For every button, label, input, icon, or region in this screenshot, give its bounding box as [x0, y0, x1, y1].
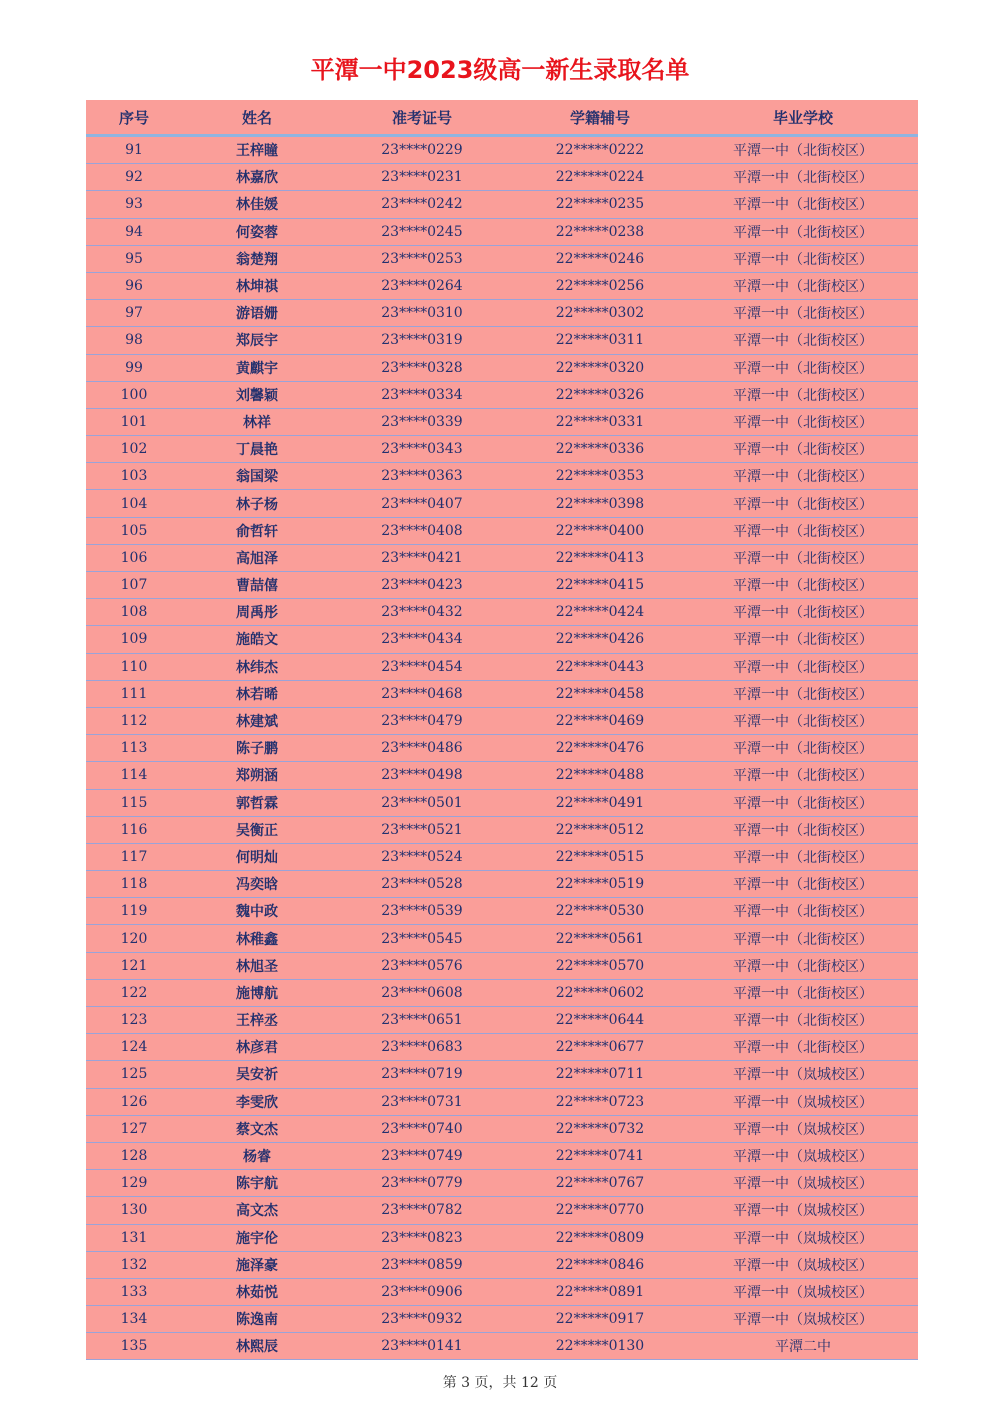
cell-school: 平潭一中（北街校区）: [733, 224, 873, 241]
cell-name: 施博航: [236, 985, 278, 1002]
cell-school: 平潭一中（北街校区）: [733, 741, 873, 758]
cell-seq: 91: [125, 142, 143, 159]
cell-reg-id: 22*****0512: [555, 821, 645, 838]
cell-seq: 112: [120, 713, 148, 730]
cell-school: 平潭一中（北街校区）: [733, 387, 873, 404]
table-body: [86, 137, 918, 1360]
cell-seq: 92: [125, 169, 143, 186]
header-name: 姓名: [241, 108, 272, 127]
table-row: [86, 1225, 918, 1252]
cell-reg-id: 22*****0469: [555, 713, 645, 730]
cell-school: 平潭一中（北街校区）: [733, 442, 873, 459]
cell-exam-id: 23****0528: [381, 876, 463, 893]
cell-name: 蔡文杰: [236, 1121, 278, 1138]
cell-school: 平潭一中（岚城校区）: [733, 1312, 873, 1329]
table-row: [86, 1089, 918, 1116]
cell-exam-id: 23****0498: [381, 767, 463, 784]
cell-reg-id: 22*****0741: [555, 1148, 645, 1165]
cell-reg-id: 22*****0644: [555, 1012, 645, 1029]
table-row: [86, 790, 918, 817]
cell-seq: 95: [125, 250, 143, 267]
cell-name: 高文杰: [236, 1203, 278, 1220]
cell-reg-id: 22*****0917: [555, 1311, 645, 1328]
cell-reg-id: 22*****0846: [555, 1256, 645, 1273]
cell-exam-id: 23****0408: [381, 522, 463, 539]
cell-school: 平潭一中（岚城校区）: [733, 1149, 873, 1166]
cell-name: 吴安祈: [236, 1067, 278, 1084]
table-row: [86, 898, 918, 925]
cell-school: 平潭一中（岚城校区）: [733, 1230, 873, 1247]
cell-school: 平潭一中（岚城校区）: [733, 1203, 873, 1220]
cell-reg-id: 22*****0400: [555, 522, 645, 539]
cell-school: 平潭一中（北街校区）: [733, 931, 873, 948]
table-row: [86, 490, 918, 517]
cell-school: 平潭二中: [775, 1339, 831, 1356]
cell-exam-id: 23****0524: [381, 848, 463, 865]
cell-name: 林茹悦: [236, 1284, 278, 1301]
table-row: [86, 273, 918, 300]
table-row: [86, 191, 918, 218]
cell-reg-id: 22*****0732: [555, 1120, 645, 1137]
cell-exam-id: 23****0334: [381, 386, 463, 403]
cell-seq: 97: [125, 305, 143, 322]
cell-seq: 119: [120, 903, 148, 920]
cell-school: 平潭一中（北街校区）: [733, 849, 873, 866]
cell-school: 平潭一中（北街校区）: [733, 632, 873, 649]
cell-seq: 131: [120, 1229, 148, 1246]
cell-name: 曹喆僖: [236, 578, 278, 595]
cell-reg-id: 22*****0476: [555, 740, 645, 757]
cell-seq: 101: [120, 413, 148, 430]
table-row: [86, 1252, 918, 1279]
page-title: 平潭一中2023级高一新生录取名单: [310, 56, 690, 84]
table-row: [86, 246, 918, 273]
cell-school: 平潭一中（北街校区）: [733, 605, 873, 622]
table-row: [86, 1034, 918, 1061]
table-row: [86, 164, 918, 191]
cell-name: 林旭圣: [236, 958, 278, 975]
cell-name: 丁晨艳: [236, 442, 278, 459]
cell-name: 林若晞: [236, 686, 278, 703]
cell-name: 俞哲轩: [236, 523, 278, 540]
table-row: [86, 925, 918, 952]
cell-school: 平潭一中（北街校区）: [733, 877, 873, 894]
cell-seq: 98: [125, 332, 143, 349]
cell-school: 平潭一中（北街校区）: [733, 686, 873, 703]
table-row: [86, 626, 918, 653]
cell-reg-id: 22*****0515: [555, 848, 645, 865]
cell-exam-id: 23****0242: [381, 196, 463, 213]
cell-exam-id: 23****0545: [381, 930, 463, 947]
cell-exam-id: 23****0731: [381, 1093, 463, 1110]
cell-seq: 114: [120, 767, 148, 784]
cell-name: 林坤祺: [236, 279, 278, 296]
cell-seq: 94: [125, 223, 143, 240]
cell-reg-id: 22*****0256: [555, 278, 645, 295]
cell-school: 平潭一中（北街校区）: [733, 414, 873, 431]
cell-exam-id: 23****0253: [381, 250, 463, 267]
cell-school: 平潭一中（北街校区）: [733, 904, 873, 921]
cell-school: 平潭一中（岚城校区）: [733, 1121, 873, 1138]
cell-name: 黄麒宇: [236, 360, 278, 377]
cell-exam-id: 23****0343: [381, 441, 463, 458]
table-row: [86, 518, 918, 545]
table-row: [86, 681, 918, 708]
table-row: [86, 463, 918, 490]
table-row: [86, 871, 918, 898]
cell-exam-id: 23****0719: [381, 1066, 463, 1083]
table-row: [86, 1116, 918, 1143]
cell-school: 平潭一中（北街校区）: [733, 143, 873, 160]
cell-seq: 107: [120, 577, 148, 594]
cell-seq: 113: [120, 740, 148, 757]
cell-exam-id: 23****0363: [381, 468, 463, 485]
cell-school: 平潭一中（北街校区）: [733, 251, 873, 268]
cell-name: 陈逸南: [236, 1312, 278, 1329]
cell-seq: 116: [120, 821, 148, 838]
cell-name: 陈宇航: [236, 1176, 278, 1193]
cell-school: 平潭一中（北街校区）: [733, 469, 873, 486]
header-reg-id: 学籍辅号: [569, 108, 630, 127]
cell-exam-id: 23****0454: [381, 658, 463, 675]
table-row: [86, 219, 918, 246]
cell-exam-id: 23****0683: [381, 1039, 463, 1056]
cell-school: 平潭一中（北街校区）: [733, 197, 873, 214]
cell-reg-id: 22*****0767: [555, 1175, 645, 1192]
cell-name: 翁楚翔: [236, 251, 278, 268]
cell-reg-id: 22*****0426: [555, 631, 645, 648]
cell-reg-id: 22*****0320: [555, 359, 645, 376]
cell-seq: 134: [120, 1311, 148, 1328]
cell-seq: 110: [120, 658, 148, 675]
table-row: [86, 654, 918, 681]
table-row: [86, 817, 918, 844]
cell-name: 李雯欣: [236, 1094, 278, 1111]
cell-reg-id: 22*****0415: [555, 577, 645, 594]
cell-school: 平潭一中（北街校区）: [733, 550, 873, 567]
cell-seq: 126: [120, 1093, 148, 1110]
cell-exam-id: 23****0339: [381, 413, 463, 430]
cell-name: 周禹彤: [236, 605, 278, 622]
cell-school: 平潭一中（北街校区）: [733, 170, 873, 187]
cell-exam-id: 23****0539: [381, 903, 463, 920]
cell-reg-id: 22*****0235: [555, 196, 645, 213]
cell-exam-id: 23****0432: [381, 604, 463, 621]
cell-name: 郑辰宇: [236, 333, 278, 350]
cell-seq: 123: [120, 1012, 148, 1029]
cell-school: 平潭一中（北街校区）: [733, 768, 873, 785]
cell-exam-id: 23****0740: [381, 1120, 463, 1137]
cell-reg-id: 22*****0246: [555, 250, 645, 267]
cell-seq: 127: [120, 1120, 148, 1137]
cell-school: 平潭一中（北街校区）: [733, 1040, 873, 1057]
cell-school: 平潭一中（北街校区）: [733, 360, 873, 377]
cell-seq: 105: [120, 522, 148, 539]
cell-seq: 108: [120, 604, 148, 621]
cell-school: 平潭一中（北街校区）: [733, 822, 873, 839]
cell-exam-id: 23****0779: [381, 1175, 463, 1192]
table-header: [86, 100, 918, 137]
cell-name: 吴衡正: [236, 822, 278, 839]
cell-name: 刘馨颖: [236, 387, 278, 404]
cell-school: 平潭一中（北街校区）: [733, 306, 873, 323]
cell-school: 平潭一中（岚城校区）: [733, 1176, 873, 1193]
cell-exam-id: 23****0421: [381, 549, 463, 566]
table-row: [86, 137, 918, 164]
cell-reg-id: 22*****0443: [555, 658, 645, 675]
cell-exam-id: 23****0141: [381, 1338, 463, 1355]
cell-seq: 122: [120, 984, 148, 1001]
cell-name: 游语姗: [236, 306, 278, 323]
table-row: [86, 355, 918, 382]
cell-exam-id: 23****0749: [381, 1148, 463, 1165]
cell-exam-id: 23****0501: [381, 794, 463, 811]
cell-seq: 93: [125, 196, 143, 213]
cell-exam-id: 23****0245: [381, 223, 463, 240]
table-row: [86, 382, 918, 409]
cell-name: 林彦君: [236, 1040, 278, 1057]
cell-exam-id: 23****0310: [381, 305, 463, 322]
cell-exam-id: 23****0782: [381, 1202, 463, 1219]
table-row: [86, 1143, 918, 1170]
cell-school: 平潭一中（北街校区）: [733, 333, 873, 350]
cell-name: 何姿蓉: [236, 224, 278, 241]
table-row: [86, 735, 918, 762]
cell-seq: 115: [120, 794, 148, 811]
cell-exam-id: 23****0859: [381, 1256, 463, 1273]
cell-exam-id: 23****0423: [381, 577, 463, 594]
cell-reg-id: 22*****0561: [555, 930, 645, 947]
cell-reg-id: 22*****0336: [555, 441, 645, 458]
cell-seq: 128: [120, 1148, 148, 1165]
table-row: [86, 844, 918, 871]
cell-reg-id: 22*****0222: [555, 142, 645, 159]
cell-seq: 133: [120, 1283, 148, 1300]
cell-name: 郭哲霖: [236, 795, 278, 812]
cell-school: 平潭一中（北街校区）: [733, 659, 873, 676]
cell-seq: 118: [120, 876, 148, 893]
cell-name: 施泽豪: [236, 1257, 278, 1274]
cell-school: 平潭一中（北街校区）: [733, 523, 873, 540]
cell-exam-id: 23****0823: [381, 1229, 463, 1246]
header-school: 毕业学校: [772, 108, 833, 127]
cell-exam-id: 23****0576: [381, 957, 463, 974]
cell-reg-id: 22*****0238: [555, 223, 645, 240]
cell-name: 林纬杰: [236, 659, 278, 676]
cell-reg-id: 22*****0130: [555, 1338, 645, 1355]
cell-reg-id: 22*****0491: [555, 794, 645, 811]
cell-name: 陈子鹏: [236, 741, 278, 758]
cell-name: 施宇伦: [236, 1230, 278, 1247]
cell-seq: 103: [120, 468, 148, 485]
cell-reg-id: 22*****0398: [555, 495, 645, 512]
cell-exam-id: 23****0434: [381, 631, 463, 648]
table-row: [86, 300, 918, 327]
cell-exam-id: 23****0932: [381, 1311, 463, 1328]
cell-name: 郑朔涵: [236, 768, 278, 785]
cell-name: 林子杨: [236, 496, 278, 513]
cell-seq: 109: [120, 631, 148, 648]
cell-reg-id: 22*****0224: [555, 169, 645, 186]
cell-name: 何明灿: [236, 849, 278, 866]
cell-reg-id: 22*****0570: [555, 957, 645, 974]
cell-reg-id: 22*****0326: [555, 386, 645, 403]
cell-school: 平潭一中（北街校区）: [733, 714, 873, 731]
cell-reg-id: 22*****0809: [555, 1229, 645, 1246]
cell-school: 平潭一中（岚城校区）: [733, 1067, 873, 1084]
cell-reg-id: 22*****0302: [555, 305, 645, 322]
cell-reg-id: 22*****0331: [555, 413, 645, 430]
cell-name: 林建斌: [236, 714, 278, 731]
cell-school: 平潭一中（北街校区）: [733, 795, 873, 812]
cell-school: 平潭一中（北街校区）: [733, 279, 873, 296]
cell-reg-id: 22*****0711: [555, 1066, 645, 1083]
cell-name: 林熙辰: [236, 1339, 278, 1356]
cell-seq: 111: [120, 685, 148, 702]
table-row: [86, 1306, 918, 1333]
cell-exam-id: 23****0264: [381, 278, 463, 295]
cell-school: 平潭一中（北街校区）: [733, 578, 873, 595]
cell-reg-id: 22*****0770: [555, 1202, 645, 1219]
cell-reg-id: 22*****0602: [555, 984, 645, 1001]
cell-exam-id: 23****0231: [381, 169, 463, 186]
cell-name: 王梓丞: [236, 1013, 278, 1030]
cell-exam-id: 23****0486: [381, 740, 463, 757]
cell-school: 平潭一中（北街校区）: [733, 496, 873, 513]
cell-school: 平潭一中（岚城校区）: [733, 1094, 873, 1111]
header-exam-id: 准考证号: [391, 108, 452, 127]
table-row: [86, 953, 918, 980]
cell-exam-id: 23****0608: [381, 984, 463, 1001]
cell-reg-id: 22*****0311: [555, 332, 645, 349]
cell-seq: 130: [120, 1202, 148, 1219]
cell-seq: 96: [125, 278, 143, 295]
cell-name: 魏中政: [236, 904, 278, 921]
cell-seq: 124: [120, 1039, 148, 1056]
cell-seq: 117: [120, 848, 148, 865]
page-footer: 第 3 页，共 12 页: [442, 1375, 558, 1391]
cell-reg-id: 22*****0677: [555, 1039, 645, 1056]
cell-seq: 104: [120, 495, 148, 512]
cell-name: 杨睿: [243, 1149, 271, 1166]
cell-reg-id: 22*****0458: [555, 685, 645, 702]
cell-name: 高旭泽: [236, 550, 278, 567]
cell-name: 王梓瞳: [236, 143, 278, 160]
cell-reg-id: 22*****0413: [555, 549, 645, 566]
cell-seq: 125: [120, 1066, 148, 1083]
cell-reg-id: 22*****0488: [555, 767, 645, 784]
table-row: [86, 572, 918, 599]
table-row: [86, 1007, 918, 1034]
table-row: [86, 1333, 918, 1360]
cell-exam-id: 23****0468: [381, 685, 463, 702]
cell-name: 施皓文: [236, 632, 278, 649]
cell-name: 冯奕晗: [236, 877, 278, 894]
cell-seq: 121: [120, 957, 148, 974]
table-row: [86, 762, 918, 789]
table-row: [86, 436, 918, 463]
admission-table: [86, 100, 918, 1360]
table-row: [86, 545, 918, 572]
table-row: [86, 1170, 918, 1197]
cell-seq: 102: [120, 441, 148, 458]
cell-school: 平潭一中（北街校区）: [733, 958, 873, 975]
cell-school: 平潭一中（北街校区）: [733, 1013, 873, 1030]
table-row: [86, 980, 918, 1007]
header-seq: 序号: [118, 108, 149, 127]
cell-seq: 135: [120, 1338, 148, 1355]
cell-name: 翁国梁: [236, 469, 278, 486]
cell-reg-id: 22*****0723: [555, 1093, 645, 1110]
cell-reg-id: 22*****0353: [555, 468, 645, 485]
table-row: [86, 327, 918, 354]
cell-name: 林祥: [243, 414, 271, 431]
cell-seq: 120: [120, 930, 148, 947]
cell-school: 平潭一中（岚城校区）: [733, 1257, 873, 1274]
cell-seq: 99: [125, 359, 143, 376]
cell-reg-id: 22*****0891: [555, 1283, 645, 1300]
cell-exam-id: 23****0407: [381, 495, 463, 512]
cell-exam-id: 23****0906: [381, 1283, 463, 1300]
cell-name: 林稚鑫: [236, 931, 278, 948]
cell-seq: 129: [120, 1175, 148, 1192]
cell-exam-id: 23****0319: [381, 332, 463, 349]
cell-school: 平潭一中（岚城校区）: [733, 1284, 873, 1301]
cell-exam-id: 23****0479: [381, 713, 463, 730]
cell-reg-id: 22*****0519: [555, 876, 645, 893]
cell-school: 平潭一中（北街校区）: [733, 985, 873, 1002]
cell-exam-id: 23****0229: [381, 142, 463, 159]
cell-name: 林嘉欣: [236, 170, 278, 187]
cell-seq: 100: [120, 386, 148, 403]
cell-reg-id: 22*****0424: [555, 604, 645, 621]
cell-name: 林佳媛: [236, 197, 278, 214]
table-row: [86, 599, 918, 626]
cell-exam-id: 23****0521: [381, 821, 463, 838]
cell-exam-id: 23****0651: [381, 1012, 463, 1029]
table-row: [86, 1061, 918, 1088]
cell-reg-id: 22*****0530: [555, 903, 645, 920]
cell-exam-id: 23****0328: [381, 359, 463, 376]
table-row: [86, 409, 918, 436]
cell-seq: 132: [120, 1256, 148, 1273]
table-row: [86, 1197, 918, 1224]
table-row: [86, 708, 918, 735]
table-row: [86, 1279, 918, 1306]
cell-seq: 106: [120, 549, 148, 566]
